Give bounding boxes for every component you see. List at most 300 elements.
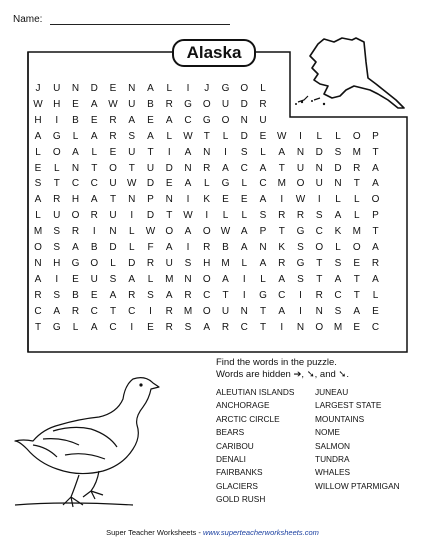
grid-letter: I [149, 305, 152, 317]
grid-letter: L [335, 130, 341, 142]
grid-letter: T [372, 146, 379, 158]
grid-letter: T [203, 130, 210, 142]
grid-letter: L [353, 194, 360, 206]
grid-letter: N [296, 146, 305, 158]
grid-letter: A [165, 114, 173, 126]
grid-letter: R [146, 257, 155, 269]
grid-letter: N [184, 273, 192, 285]
instructions [216, 357, 349, 381]
grid-letter: R [296, 210, 305, 222]
grid-letter: L [72, 130, 79, 142]
grid-letter: O [240, 83, 249, 94]
grid-letter: R [203, 162, 211, 174]
grid-letter: R [53, 194, 61, 206]
word-list-item: MOUNTAINS [315, 413, 365, 424]
grid-letter: K [278, 242, 286, 253]
instruction-line-1: Find the words in the puzzle. [216, 357, 337, 368]
grid-letter: S [334, 257, 342, 269]
grid-letter: S [334, 146, 342, 158]
grid-letter: N [203, 146, 211, 158]
grid-letter: M [277, 178, 286, 190]
word-list-item: FAIRBANKS [216, 467, 263, 478]
grid-letter: P [372, 130, 379, 142]
grid-letter: S [240, 146, 248, 158]
word-list-column-1 [216, 386, 294, 507]
word-list-item: ALEUTIAN ISLANDS [216, 387, 295, 397]
grid-letter: P [147, 194, 154, 206]
grid-letter: T [353, 178, 360, 190]
grid-letter: A [334, 210, 342, 222]
grid-letter: A [222, 273, 229, 285]
grid-letter: O [221, 114, 230, 126]
grid-letter: L [72, 321, 79, 333]
grid-letter: T [278, 226, 285, 238]
grid-letter: H [71, 194, 80, 206]
grid-letter: T [259, 321, 267, 333]
word-list-item: WILLOW PTARMIGAN [315, 480, 400, 491]
grid-letter: L [335, 194, 341, 206]
grid-letter: J [204, 83, 210, 94]
grid-letter: T [372, 226, 379, 238]
grid-letter: R [371, 257, 380, 269]
grid-letter: C [34, 305, 42, 317]
grid-letter: A [240, 226, 248, 238]
grid-letter: I [130, 321, 134, 333]
grid-letter: B [72, 289, 79, 301]
grid-letter: T [147, 146, 154, 158]
grid-letter: E [90, 289, 98, 301]
grid-letter: C [90, 305, 98, 317]
grid-letter: A [222, 162, 229, 174]
grid-letter: R [203, 242, 211, 253]
grid-letter: W [145, 226, 156, 238]
grid-letter: R [34, 289, 42, 301]
ptarmigan-illustration [13, 365, 163, 515]
grid-letter: L [35, 210, 41, 222]
grid-letter: D [240, 98, 248, 110]
grid-letter: N [259, 242, 267, 253]
grid-letter: C [334, 289, 342, 301]
grid-letter: T [259, 305, 267, 317]
word-list-item: WHALES [315, 467, 351, 478]
grid-letter: I [242, 289, 246, 301]
grid-letter: L [110, 257, 116, 269]
grid-letter: R [90, 210, 98, 222]
word-list-item: SALMON [315, 440, 351, 451]
grid-letter: L [222, 210, 229, 222]
grid-letter: U [315, 178, 323, 190]
grid-letter: S [147, 289, 154, 301]
grid-letter: M [333, 321, 343, 333]
instruction-line-2: Words are hidden ➔, ➘, and ➘. [216, 369, 350, 380]
grid-letter: E [353, 257, 361, 269]
grid-letter: D [334, 162, 342, 174]
grid-letter: A [165, 242, 173, 253]
grid-letter: L [260, 273, 266, 285]
grid-letter: L [372, 289, 379, 301]
grid-letter: A [147, 83, 154, 94]
grid-letter: E [90, 114, 98, 126]
grid-letter: A [128, 273, 136, 285]
grid-letter: R [165, 98, 173, 110]
grid-letter: R [165, 321, 173, 333]
grid-letter: L [241, 178, 248, 190]
grid-letter: A [34, 130, 42, 142]
grid-letter: E [147, 321, 154, 333]
footer-text: Super Teacher Worksheets - [106, 528, 203, 537]
grid-letter: U [165, 257, 173, 269]
grid-letter: G [259, 289, 267, 301]
grid-letter: U [146, 162, 155, 174]
grid-letter: G [296, 257, 305, 269]
grid-letter: S [184, 321, 192, 333]
grid-letter: A [90, 321, 98, 333]
grid-letter: M [221, 257, 230, 269]
grid-letter: S [34, 178, 42, 190]
grid-letter: R [109, 130, 117, 142]
grid-letter: N [296, 321, 305, 333]
grid-letter: G [52, 130, 61, 142]
alaska-map-icon [294, 34, 409, 114]
grid-letter: S [297, 273, 304, 285]
grid-letter: K [334, 226, 342, 238]
grid-letter: E [72, 273, 79, 285]
grid-letter: G [71, 257, 80, 269]
word-list-item: JUNEAU [315, 387, 349, 397]
grid-letter: S [259, 210, 267, 222]
grid-letter: A [128, 114, 136, 126]
grid-letter: N [71, 162, 80, 174]
grid-letter: M [352, 146, 361, 158]
grid-letter: I [55, 114, 59, 126]
grid-letter: G [221, 83, 230, 94]
grid-letter: O [296, 178, 305, 190]
grid-letter: G [52, 321, 61, 333]
grid-letter: C [128, 305, 136, 317]
grid-letter: A [53, 305, 61, 317]
grid-letter: B [222, 242, 229, 253]
grid-letter: I [55, 273, 59, 285]
grid-letter: U [259, 114, 267, 126]
grid-letter: C [259, 178, 267, 190]
word-list-item: ARCTIC CIRCLE [216, 413, 280, 424]
grid-letter: I [280, 321, 284, 333]
grid-letter: S [53, 289, 61, 301]
grid-letter: O [34, 242, 42, 253]
word-list-item: LARGEST STATE [315, 400, 382, 411]
grid-letter: L [166, 83, 173, 94]
grid-letter: S [184, 257, 192, 269]
grid-letter: A [372, 178, 379, 190]
grid-letter: L [222, 130, 229, 142]
grid-letter: O [315, 242, 324, 253]
grid-letter: D [146, 210, 155, 222]
grid-letter: C [371, 321, 380, 333]
grid-letter: H [203, 257, 211, 269]
grid-letter: I [299, 305, 302, 317]
grid-letter: U [53, 210, 61, 222]
grid-letter: D [128, 257, 136, 269]
grid-letter: U [221, 98, 230, 110]
word-list-item: ANCHORAGE [216, 400, 270, 411]
grid-letter: U [109, 210, 117, 222]
grid-letter: A [372, 162, 379, 174]
grid-letter: I [92, 226, 96, 238]
grid-letter: W [220, 226, 231, 238]
word-list-item: GOLD RUSH [216, 494, 266, 505]
grid-letter: I [280, 194, 284, 206]
grid-letter: S [334, 305, 342, 317]
grid-letter: H [34, 114, 42, 126]
grid-letter: S [297, 242, 304, 253]
grid-letter: L [147, 273, 154, 285]
grid-letter: A [72, 146, 79, 158]
grid-letter: R [221, 321, 230, 333]
grid-letter: L [241, 210, 248, 222]
grid-letter: A [184, 146, 192, 158]
grid-letter: M [352, 226, 361, 238]
grid-letter: E [34, 162, 42, 174]
grid-letter: A [259, 257, 267, 269]
grid-letter: N [128, 194, 136, 206]
grid-letter: I [186, 242, 190, 253]
grid-letter: E [222, 194, 229, 206]
grid-letter: U [109, 178, 117, 190]
grid-letter: T [316, 273, 323, 285]
grid-letter: N [334, 178, 342, 190]
grid-letter: A [184, 226, 192, 238]
grid-letter: L [260, 146, 266, 158]
grid-letter: E [353, 321, 361, 333]
grid-letter: R [109, 114, 117, 126]
grid-letter: L [316, 130, 323, 142]
grid-letter: R [128, 289, 136, 301]
grid-letter: T [109, 194, 117, 206]
grid-letter: T [316, 257, 323, 269]
grid-letter: I [167, 146, 171, 158]
grid-letter: N [165, 194, 173, 206]
page-title: Alaska [172, 39, 256, 67]
grid-letter: E [109, 146, 117, 158]
grid-letter: O [109, 162, 117, 174]
grid-letter: D [109, 242, 117, 253]
grid-letter: C [203, 289, 211, 301]
grid-letter: T [278, 162, 285, 174]
grid-letter: H [53, 98, 61, 110]
grid-letter: C [71, 178, 80, 190]
grid-letter: L [335, 242, 341, 253]
grid-letter: L [128, 226, 135, 238]
grid-letter: N [240, 114, 248, 126]
grid-letter: N [184, 162, 192, 174]
grid-letter: I [299, 130, 302, 142]
grid-letter: P [372, 210, 379, 222]
name-label: Name: [13, 14, 43, 25]
grid-letter: K [203, 194, 211, 206]
grid-letter: A [90, 98, 98, 110]
grid-letter: I [224, 146, 227, 158]
grid-letter: W [108, 98, 118, 110]
word-list-item: DENALI [216, 454, 246, 465]
grid-letter: R [184, 289, 192, 301]
grid-letter: E [72, 98, 79, 110]
grid-letter: S [109, 273, 117, 285]
grid-letter: U [296, 162, 305, 174]
grid-letter: A [372, 242, 379, 253]
grid-letter: T [128, 162, 135, 174]
grid-letter: L [35, 146, 41, 158]
grid-letter: D [315, 146, 323, 158]
grid-letter: T [109, 305, 117, 317]
grid-letter: T [166, 210, 173, 222]
grid-letter: C [184, 114, 192, 126]
word-list-item: GLACIERS [216, 480, 258, 491]
grid-letter: A [184, 178, 192, 190]
grid-letter: A [90, 130, 98, 142]
grid-letter: N [315, 162, 323, 174]
grid-letter: A [372, 273, 379, 285]
grid-letter: L [128, 242, 135, 253]
grid-letter: T [222, 289, 229, 301]
grid-letter: S [315, 210, 323, 222]
grid-letter: S [53, 226, 61, 238]
grid-letter: C [240, 321, 248, 333]
grid-letter: O [352, 130, 361, 142]
grid-letter: L [353, 210, 360, 222]
grid-letter: R [259, 98, 267, 110]
grid-letter: E [147, 114, 154, 126]
grid-letter: A [353, 305, 361, 317]
grid-letter: W [183, 210, 193, 222]
footer [0, 528, 425, 537]
grid-letter: A [109, 289, 117, 301]
grid-letter: T [91, 162, 98, 174]
grid-letter: D [165, 162, 173, 174]
grid-letter: E [165, 178, 173, 190]
grid-letter: I [317, 194, 321, 206]
grid-letter: W [127, 178, 137, 190]
grid-letter: O [165, 226, 174, 238]
grid-letter: R [278, 257, 286, 269]
grid-letter: G [221, 178, 230, 190]
grid-letter: F [147, 242, 154, 253]
grid-letter: B [72, 114, 79, 126]
grid-letter: E [240, 194, 248, 206]
grid-letter: A [90, 194, 98, 206]
grid-letter: B [147, 98, 154, 110]
word-list-item: CARIBOU [216, 440, 254, 451]
grid-letter: P [259, 226, 267, 238]
grid-letter: O [352, 242, 361, 253]
grid-letter: R [71, 305, 80, 317]
grid-letter: I [299, 289, 302, 301]
word-list-item: NOME [315, 427, 340, 438]
grid-letter: G [184, 98, 192, 110]
grid-letter: A [34, 194, 42, 206]
word-list-column-2 [315, 386, 400, 493]
grid-letter: A [278, 273, 286, 285]
grid-letter: C [90, 178, 98, 190]
grid-letter: M [33, 226, 43, 238]
grid-letter: S [53, 242, 61, 253]
grid-letter: I [130, 210, 134, 222]
grid-letter: N [109, 226, 117, 238]
grid-letter: O [371, 194, 380, 206]
grid-letter: O [315, 321, 324, 333]
grid-letter: R [315, 289, 323, 301]
grid-letter: H [53, 257, 61, 269]
grid-letter: I [242, 273, 246, 285]
footer-url[interactable]: www.superteacherworksheets.com [202, 528, 319, 537]
grid-letter: L [91, 146, 98, 158]
grid-letter: C [278, 289, 286, 301]
grid-letter: A [259, 162, 267, 174]
grid-letter: T [353, 273, 360, 285]
grid-letter: J [35, 83, 41, 94]
grid-letter: E [259, 130, 267, 142]
grid-letter: O [202, 98, 211, 110]
grid-letter: W [33, 98, 43, 110]
grid-letter: R [71, 226, 80, 238]
grid-letter: D [90, 83, 98, 94]
grid-letter: A [240, 242, 248, 253]
grid-letter: S [128, 130, 136, 142]
grid-letter: T [34, 321, 42, 333]
grid-letter: I [186, 194, 190, 206]
grid-letter: A [278, 146, 286, 158]
grid-letter: A [147, 130, 154, 142]
grid-letter: L [53, 162, 60, 174]
grid-letter: G [202, 114, 211, 126]
grid-letter: L [203, 178, 210, 190]
grid-letter: A [334, 273, 342, 285]
grid-letter: N [34, 257, 42, 269]
grid-letter: R [278, 210, 286, 222]
grid-letter: O [202, 305, 211, 317]
grid-letter: U [128, 98, 136, 110]
grid-letter: C [240, 162, 248, 174]
grid-letter: T [53, 178, 60, 190]
grid-letter: I [205, 210, 209, 222]
grid-letter: W [277, 130, 287, 142]
grid-letter: C [109, 321, 117, 333]
grid-letter: A [34, 273, 42, 285]
grid-letter: W [183, 130, 193, 142]
grid-letter: O [202, 226, 211, 238]
grid-letter: E [109, 83, 117, 94]
grid-letter: O [71, 210, 80, 222]
grid-letter: W [295, 194, 306, 206]
word-list-item: TUNDRA [315, 454, 350, 465]
grid-letter: U [53, 83, 61, 94]
grid-letter: R [353, 162, 361, 174]
grid-letter: L [166, 130, 173, 142]
grid-letter: N [71, 83, 80, 94]
grid-letter: N [128, 83, 136, 94]
grid-letter: A [203, 321, 211, 333]
grid-letter: C [315, 226, 323, 238]
grid-letter: O [90, 257, 99, 269]
grid-letter: U [221, 305, 230, 317]
grid-letter: L [260, 83, 266, 94]
grid-letter: L [241, 257, 248, 269]
grid-letter: G [296, 226, 305, 238]
grid-letter: B [90, 242, 98, 253]
grid-letter: M [165, 273, 174, 285]
grid-letter: E [372, 305, 379, 317]
grid-letter: R [165, 305, 173, 317]
grid-letter: A [165, 289, 173, 301]
